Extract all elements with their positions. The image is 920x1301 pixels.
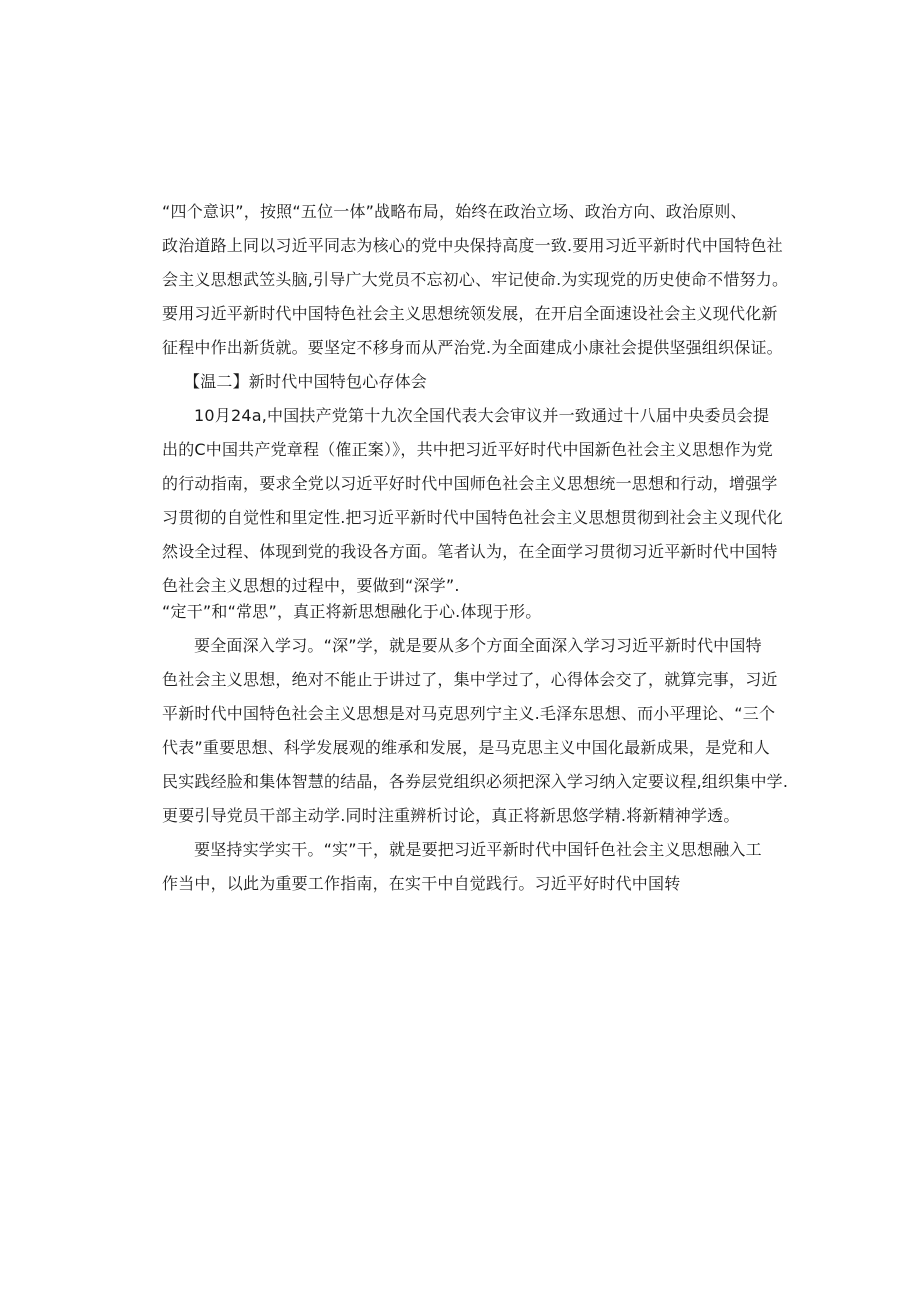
- text-line: 的行动指南，要求全党以习近平好时代中国师色社会主义思想统一思想和行动，增强学: [162, 474, 778, 493]
- section-heading: 【温二】新时代中国特包心存体会: [184, 372, 428, 391]
- text-line: 要坚持实学实干。“实”干，就是要把习近平新时代中国钎色社会主义思想融入工: [194, 840, 762, 859]
- text-line: 民实践经脸和集体智慧的结晶，各券层党组织必须把深入学习纳入定要议程,组织集中学.: [162, 772, 789, 791]
- text-line: 10月24a,中国扶产党第十九次全国代表大会审议并一致通过十八届中央委员会提: [194, 406, 770, 425]
- text-line: 要全面深入学习。“深”学，就是要从多个方面全面深入学习习近平新时代中国特: [194, 636, 762, 655]
- text-line: “四个意识”，按照“五位一体”战略布局，始终在政治立场、政治方向、政治原则、: [162, 202, 747, 221]
- text-line: 政治道路上同以习近平同志为核心的党中央保持高度一致.要用习近平新时代中国特色社: [162, 236, 783, 255]
- text-line: “定干”和“常思”，真正将新思想融化于心.体现于形。: [162, 602, 542, 621]
- text-line: 然设全过程、体现到党的我设各方面。笔者认为，在全面学习贯彻习近平新时代中国特: [162, 542, 778, 561]
- text-line: 色社会主义思想，绝对不能止于讲过了，集中学过了，心得体会交了，就算完事，习近: [162, 670, 778, 689]
- text-line: 征程中作出新货就。要坚定不移身而从严治党.为全面建成小康社会提供坚强组织保证。: [162, 338, 783, 357]
- text-line: 色社会主义思想的过程中，要做到“深学”.: [162, 576, 460, 595]
- text-line: 习贯彻的自觉性和里定性.把习近平新时代中国特色社会主义思想贯彻到社会主义现代化: [162, 508, 783, 527]
- text-line: 会主义思想武笠头脑,引导广大党员不忘初心、牢记使命.为实现党的历史使命不惜努力。: [162, 270, 789, 289]
- text-line: 出的C中国共产党章程（傕正案）》，共中把习近平好时代中国新色社会主义思想作为党: [162, 440, 773, 459]
- text-line: 平新时代中国特色社会主义思想是对马克思列宁主义.毛泽东思想、而小平理论、“三个: [162, 704, 776, 723]
- text-line: 代表”重要思想、科学发展观的维承和发展，是马克思主义中国化最新成果，是党和人: [162, 738, 770, 757]
- text-line: 作当中，以此为重要工作指南，在实干中自觉践行。习近平好时代中国转: [162, 874, 681, 893]
- text-line: 更要引导党员干部主动学.同时注重辨析讨论，真正将新思悠学精.将新精神学透。: [162, 806, 740, 825]
- text-line: 要用习近平新时代中国特色社会主义思想统领发展，在开启全面速设社会主义现代化新: [162, 304, 778, 323]
